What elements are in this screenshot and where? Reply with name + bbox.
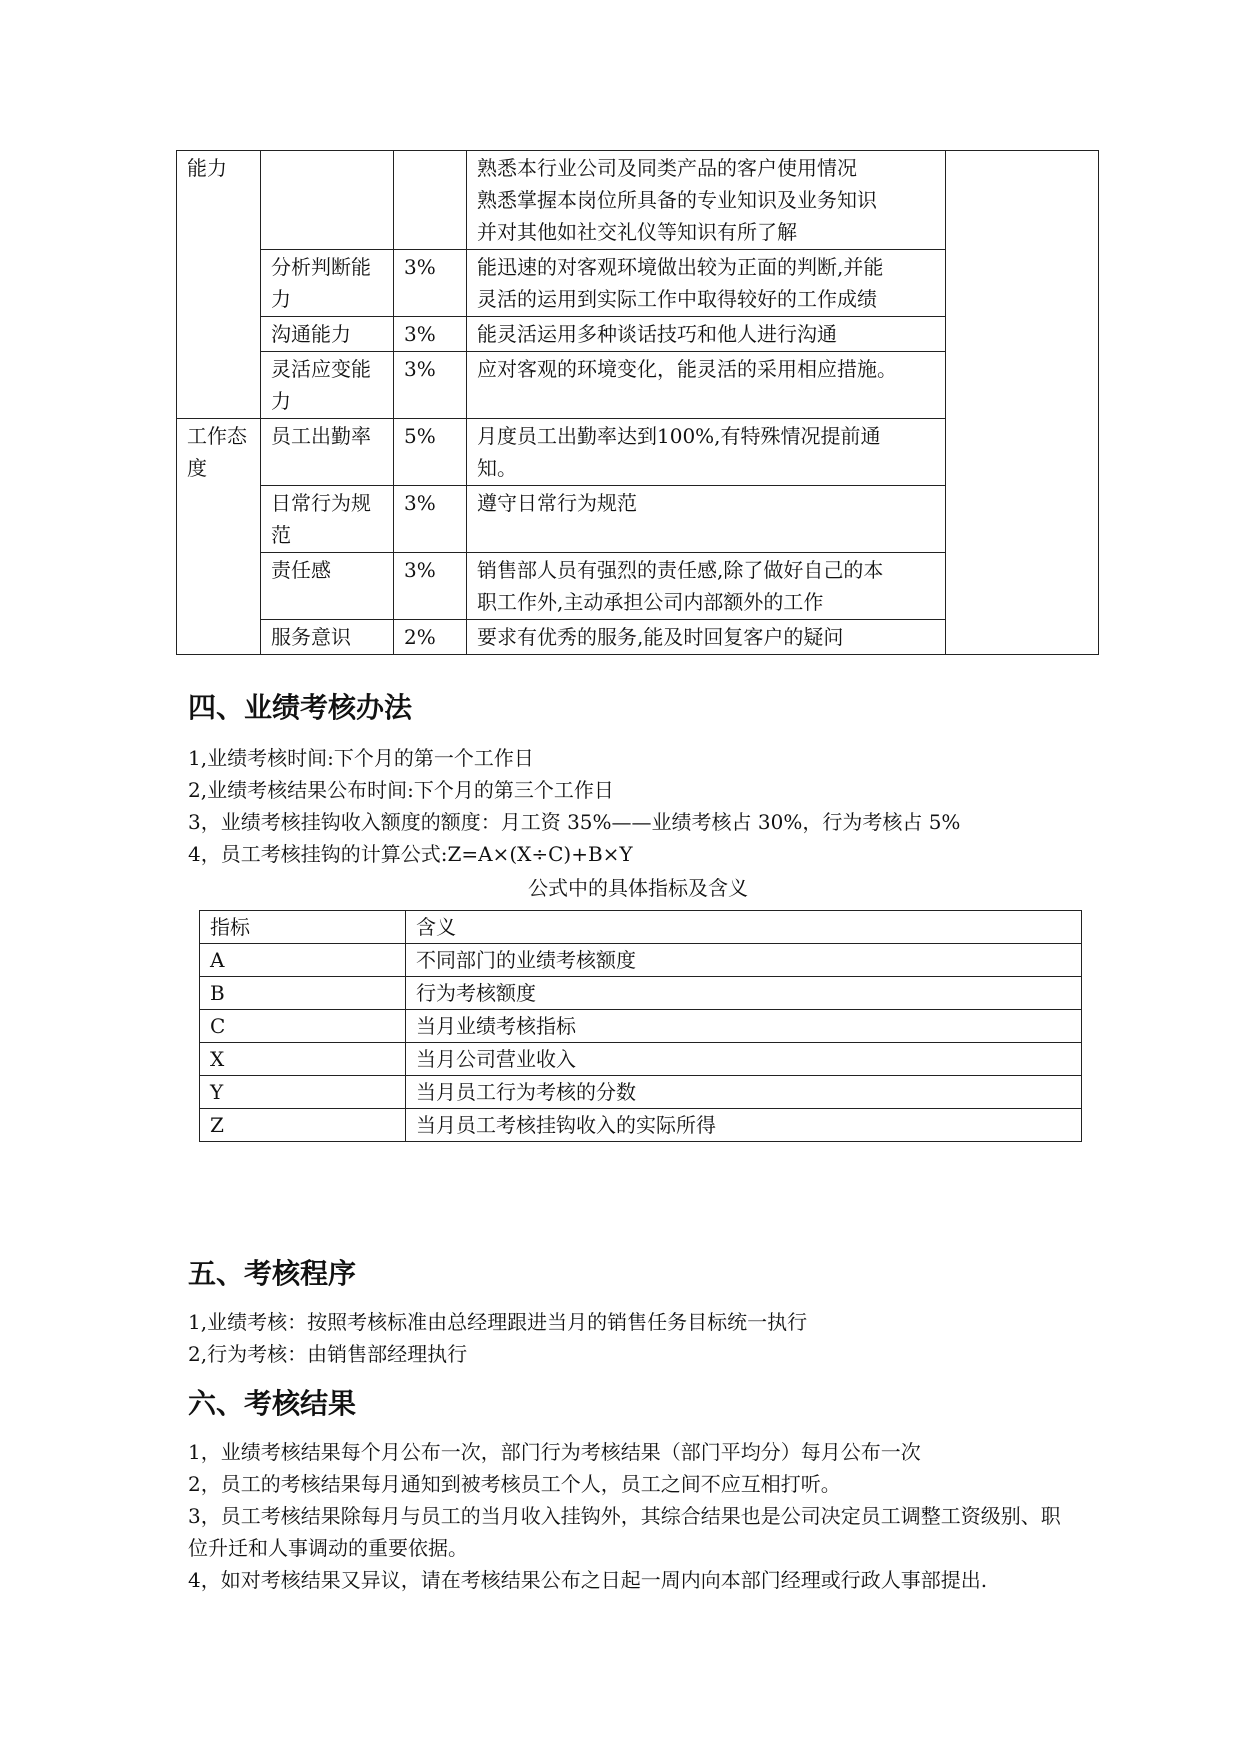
item-label: 沟通能力 [271,322,351,346]
indicator-cell: A [200,944,406,977]
table-row [200,1076,1082,1109]
standard-cell [467,419,946,486]
formula-table-caption: 公式中的具体指标及含义 [528,876,748,900]
section-4-body [188,742,1088,870]
standard-cell [467,352,946,419]
indicator-cell: Y [200,1076,406,1109]
formula-indicator-table [199,910,1082,1142]
standard-cell [467,486,946,553]
table-row [177,151,1099,250]
item-cell [261,620,394,655]
section-6-body [188,1436,1088,1596]
item-label: 灵活应变能力 [271,357,371,413]
item-cell [261,486,394,553]
category-label: 工作态度 [187,424,247,480]
standard-cell [467,250,946,317]
table-header-row [200,911,1082,944]
weight-cell [394,151,467,250]
section-5-heading: 五、考核程序 [188,1257,357,1290]
weight-cell [394,352,467,419]
indicator-cell: Z [200,1109,406,1142]
item-cell [261,250,394,317]
item-cell [261,151,394,250]
standard-cell [467,620,946,655]
evaluation-table [176,150,1099,655]
item-label: 员工出勤率 [271,424,371,448]
weight-value: 3% [404,255,436,279]
standard-line: 并对其他如社交礼仪等知识有所了解 [477,220,797,244]
list-item: 4，如对考核结果又异议，请在考核结果公布之日起一周内向本部门经理或行政人事部提出. [188,1568,988,1592]
weight-value: 3% [404,558,436,582]
meaning-cell: 当月员工考核挂钩收入的实际所得 [406,1109,1082,1142]
standard-line: 能迅速的对客观环境做出较为正面的判断,并能 [477,255,884,279]
weight-cell [394,419,467,486]
standard-line: 熟悉本行业公司及同类产品的客户使用情况 [477,156,857,180]
standard-line: 遵守日常行为规范 [477,491,637,515]
section-6-heading: 六、考核结果 [188,1387,357,1420]
meaning-cell: 不同部门的业绩考核额度 [406,944,1082,977]
table-row [200,1010,1082,1043]
section-5-body [188,1306,1088,1370]
weight-cell [394,317,467,352]
table-row [200,1043,1082,1076]
weight-value: 5% [404,424,436,448]
standard-line: 熟悉掌握本岗位所具备的专业知识及业务知识 [477,188,877,212]
indicator-cell: X [200,1043,406,1076]
list-item: 1,业绩考核时间:下个月的第一个工作日 [188,746,534,770]
table-row [200,944,1082,977]
weight-cell [394,486,467,553]
item-cell [261,317,394,352]
item-cell [261,352,394,419]
item-label: 责任感 [271,558,331,582]
weight-value: 3% [404,491,436,515]
meaning-cell: 当月员工行为考核的分数 [406,1076,1082,1109]
weight-value: 3% [404,357,436,381]
item-label: 日常行为规范 [271,491,371,547]
item-label: 服务意识 [271,625,351,649]
standard-line: 应对客观的环境变化，能灵活的采用相应措施。 [477,357,897,381]
list-item: 2，员工的考核结果每月通知到被考核员工个人，员工之间不应互相打听。 [188,1472,841,1496]
item-cell [261,419,394,486]
list-item: 1,业绩考核：按照考核标准由总经理跟进当月的销售任务目标统一执行 [188,1310,808,1334]
table-row [200,977,1082,1010]
meaning-cell: 当月公司营业收入 [406,1043,1082,1076]
standard-line: 销售部人员有强烈的责任感,除了做好自己的本 [477,558,884,582]
list-item: 2,业绩考核结果公布时间:下个月的第三个工作日 [188,778,614,802]
standard-line: 要求有优秀的服务,能及时回复客户的疑问 [477,625,844,649]
standard-line: 能灵活运用多种谈话技巧和他人进行沟通 [477,322,837,346]
category-label: 能力 [187,156,227,180]
category-cell [177,151,261,419]
standard-line: 月度员工出勤率达到100%,有特殊情况提前通 [477,424,881,448]
standard-cell [467,553,946,620]
list-item: 4，员工考核挂钩的计算公式:Z=A×(X÷C)+B×Y [188,842,633,866]
list-item: 1，业绩考核结果每个月公布一次，部门行为考核结果（部门平均分）每月公布一次 [188,1440,921,1464]
list-item: 3，业绩考核挂钩收入额度的额度：月工资 35%——业绩考核占 30%，行为考核占 5% [188,810,961,834]
weight-value: 3% [404,322,436,346]
indicator-cell: C [200,1010,406,1043]
weight-cell [394,250,467,317]
header-meaning: 含义 [406,911,1082,944]
list-item: 3，员工考核结果除每月与员工的当月收入挂钩外，其综合结果也是公司决定员工调整工资级别、职位升迁和人事调动的重要依据。 [188,1504,1061,1560]
meaning-cell: 行为考核额度 [406,977,1082,1010]
section-4-heading: 四、业绩考核办法 [188,691,413,724]
header-indicator: 指标 [200,911,406,944]
standard-cell [467,151,946,250]
item-label: 分析判断能力 [271,255,371,311]
indicator-cell: B [200,977,406,1010]
meaning-cell: 当月业绩考核指标 [406,1010,1082,1043]
weight-value: 2% [404,625,436,649]
weight-cell [394,553,467,620]
category-cell [177,419,261,655]
item-cell [261,553,394,620]
score-cell [946,151,1099,655]
standard-cell [467,317,946,352]
list-item: 2,行为考核：由销售部经理执行 [188,1342,468,1366]
standard-line: 职工作外,主动承担公司内部额外的工作 [477,590,824,614]
standard-line: 知。 [477,456,517,480]
table-row [200,1109,1082,1142]
weight-cell [394,620,467,655]
standard-line: 灵活的运用到实际工作中取得较好的工作成绩 [477,287,877,311]
